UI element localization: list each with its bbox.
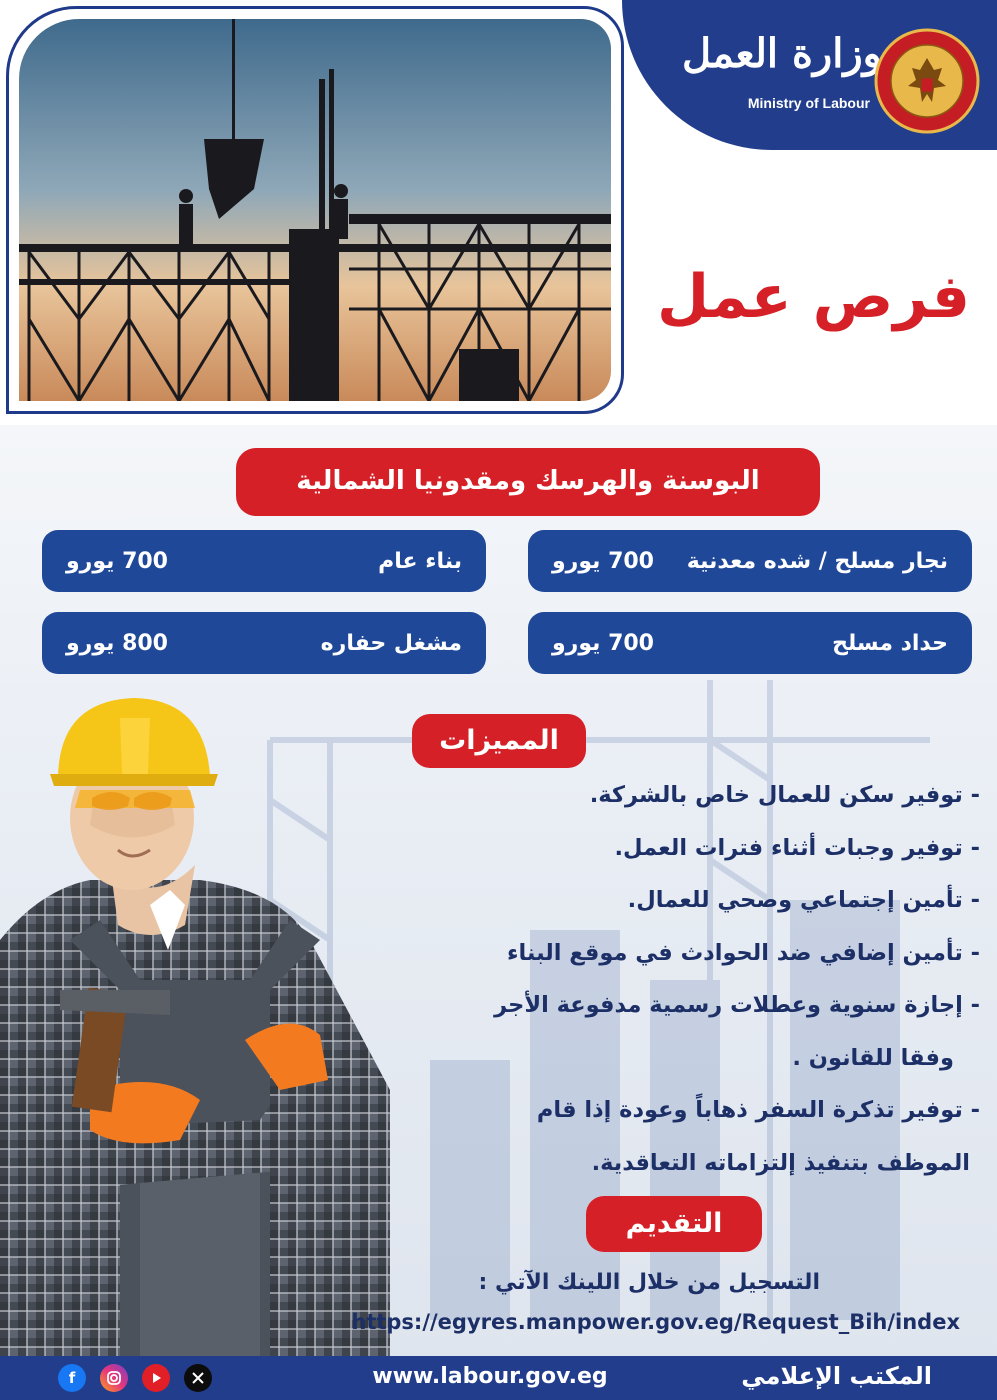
advantages-list — [440, 775, 980, 1195]
apply-heading: التقديم — [586, 1196, 762, 1252]
country-banner: البوسنة والهرسك ومقدونيا الشمالية — [236, 448, 820, 516]
list-item: - توفير تذكرة السفر ذهاباً وعودة إذا قام — [536, 1097, 980, 1123]
job-card-excavator-operator — [42, 612, 486, 674]
job-salary: 700 يورو — [552, 630, 654, 656]
job-title: نجار مسلح / شده معدنية — [686, 548, 948, 574]
ministry-emblem-logo — [874, 28, 980, 134]
construction-photo-frame — [6, 6, 624, 414]
instagram-icon[interactable] — [100, 1364, 128, 1392]
facebook-icon[interactable]: f — [58, 1364, 86, 1392]
registration-link[interactable]: https://egyres.manpower.gov.eg/Request_Bih/index — [351, 1310, 960, 1334]
ministry-name-arabic: وزارة العمل — [682, 30, 882, 77]
job-card-general-builder — [42, 530, 486, 592]
website-link[interactable]: www.labour.gov.eg — [372, 1364, 608, 1389]
job-card-steel-fixer — [528, 612, 972, 674]
job-title: بناء عام — [378, 548, 462, 574]
list-item: - إجازة سنوية وعطلات رسمية مدفوعة الأجر — [494, 992, 980, 1018]
job-salary: 800 يورو — [66, 630, 168, 656]
construction-worker-illustration — [0, 690, 390, 1356]
list-item: - توفير وجبات أثناء فترات العمل. — [614, 834, 980, 861]
advantages-heading: المميزات — [412, 714, 586, 768]
registration-label: التسجيل من خلال اللينك الآتي : — [478, 1270, 820, 1295]
media-office-label: المكتب الإعلامي — [741, 1362, 932, 1390]
list-item: - تأمين إضافي ضد الحوادث في موقع البناء — [506, 939, 980, 966]
job-title: حداد مسلح — [832, 630, 948, 656]
job-card-rebar-carpenter — [528, 530, 972, 592]
x-icon[interactable] — [184, 1364, 212, 1392]
job-salary: 700 يورو — [552, 548, 654, 574]
list-item: - تأمين إجتماعي وصحي للعمال. — [627, 887, 980, 913]
youtube-icon[interactable] — [142, 1364, 170, 1392]
construction-site-photo — [19, 19, 611, 401]
job-salary: 700 يورو — [66, 548, 168, 574]
ministry-name-english: Ministry of Labour — [747, 95, 870, 111]
job-title: مشغل حفاره — [320, 630, 462, 656]
list-item: الموظف بتنفيذ إلتزاماته التعاقدية. — [591, 1149, 970, 1176]
page-headline: فرص عمل — [657, 262, 970, 332]
list-item: - توفير سكن للعمال خاص بالشركة. — [589, 782, 980, 808]
list-item: وفقا للقانون . — [792, 1044, 954, 1071]
